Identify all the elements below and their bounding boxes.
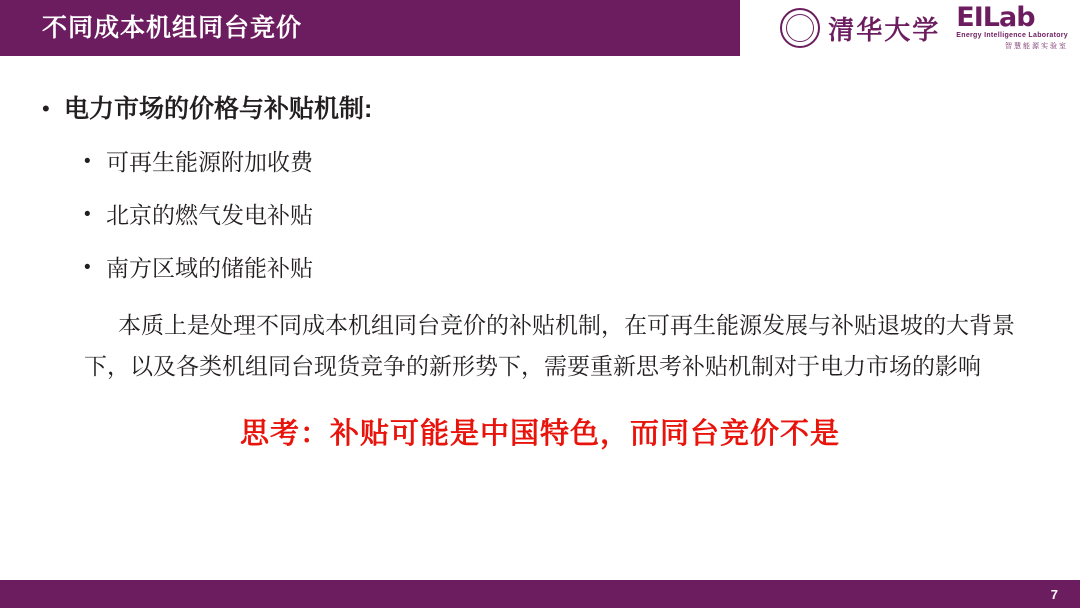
body-paragraph: 本质上是处理不同成本机组同台竞价的补贴机制，在可再生能源发展与补贴退坡的大背景下，以及各类机组同台现货竞争的新形势下，需要重新思考补贴机制对于电力市场的影响 <box>84 312 1015 379</box>
bullet-marker-icon: • <box>84 257 91 278</box>
tsinghua-logo <box>780 8 940 48</box>
eilab-logo-sublabel-cn: 智慧能源实验室 <box>1005 42 1068 50</box>
bullet-level1-label: 电力市场的价格与补贴机制: <box>64 95 373 123</box>
page-number: 7 <box>1050 586 1058 602</box>
slide-footer <box>0 580 1080 608</box>
logo-group <box>740 0 1080 56</box>
slide-content <box>0 56 1080 580</box>
bullet-marker-icon: • <box>84 151 91 172</box>
bullet-level2-label: 北京的燃气发电补贴 <box>106 202 313 228</box>
bullet-marker-icon: • <box>84 204 91 225</box>
bullet-level2-item-1 <box>84 147 1080 177</box>
slide-header <box>0 0 1080 56</box>
eilab-logo-sublabel-en: Energy Intelligence Laboratory <box>956 32 1068 40</box>
highlight-statement: 思考：补贴可能是中国特色，而同台竞价不是 <box>239 418 840 450</box>
bullet-level2-label: 南方区域的储能补贴 <box>106 255 313 281</box>
bullet-level1 <box>42 94 1080 124</box>
eilab-logo-label: EILab <box>956 2 1035 34</box>
bullet-level2-item-2 <box>84 200 1080 230</box>
bullet-level2-item-3 <box>84 253 1080 283</box>
bullet-level2-label: 可再生能源附加收费 <box>106 149 313 175</box>
eilab-logo <box>956 4 1068 51</box>
tsinghua-seal-icon <box>780 8 820 48</box>
tsinghua-logo-label: 清华大学 <box>828 15 941 46</box>
bullet-marker-icon: • <box>42 96 50 121</box>
page-title: 不同成本机组同台竞价 <box>42 14 303 42</box>
